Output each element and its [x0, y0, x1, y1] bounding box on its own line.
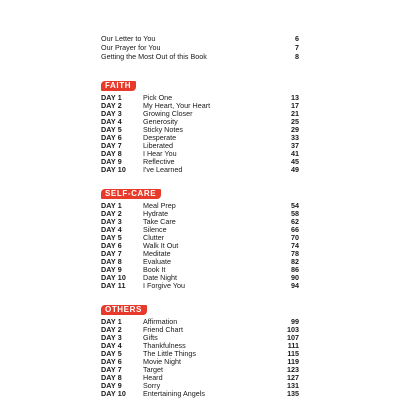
front-matter-item [101, 52, 299, 61]
entry-day: DAY 5 [101, 125, 122, 134]
entry-page: 111 [287, 341, 299, 350]
entry-day: DAY 8 [101, 257, 122, 266]
entry-title: Affirmation [143, 317, 178, 326]
toc-entry [101, 218, 299, 226]
entry-day: DAY 6 [101, 241, 122, 250]
sections-container [101, 75, 299, 398]
entry-day: DAY 10 [101, 165, 126, 174]
entry-title: Reflective [143, 157, 175, 166]
toc-entry [101, 366, 299, 374]
entry-page: 127 [287, 373, 299, 382]
entry-page: 66 [291, 225, 299, 234]
toc-entry [101, 342, 299, 350]
toc-entry [101, 210, 299, 218]
toc-entry [101, 274, 299, 282]
entry-page: 17 [291, 101, 299, 110]
toc-entry [101, 250, 299, 258]
toc-entry [101, 142, 299, 150]
entry-day: DAY 2 [101, 101, 122, 110]
section-label-badge: SELF-CARE [101, 189, 161, 199]
toc-entry [101, 234, 299, 242]
entry-page: 123 [287, 365, 299, 374]
toc-entry [101, 390, 299, 398]
entry-title: I Hear You [143, 149, 177, 158]
entry-page: 58 [291, 209, 299, 218]
entry-day: DAY 3 [101, 109, 122, 118]
toc-entry [101, 126, 299, 134]
section-label-badge: OTHERS [101, 305, 147, 315]
toc-entry [101, 134, 299, 142]
front-matter-list [101, 34, 299, 61]
entry-day: DAY 6 [101, 133, 122, 142]
entry-page: 37 [291, 141, 299, 150]
entry-page: 33 [291, 133, 299, 142]
toc-entry [101, 226, 299, 234]
front-matter-page: 7 [295, 43, 299, 52]
entry-title: Target [143, 365, 163, 374]
entry-page: 21 [291, 109, 299, 118]
entry-title: Thankfulness [143, 341, 186, 350]
entry-title: Date Night [143, 273, 177, 282]
toc-entry [101, 110, 299, 118]
entry-title: Evaluate [143, 257, 171, 266]
entry-day: DAY 1 [101, 317, 122, 326]
entry-title: Hydrate [143, 209, 169, 218]
toc-entry [101, 266, 299, 274]
entry-day: DAY 4 [101, 117, 122, 126]
toc-entry [101, 118, 299, 126]
entry-title: Meal Prep [143, 201, 176, 210]
toc-entry [101, 374, 299, 382]
entry-page: 135 [287, 389, 299, 398]
entry-page: 115 [287, 349, 299, 358]
entry-title: Entertaining Angels [143, 389, 205, 398]
entry-day: DAY 1 [101, 93, 122, 102]
entry-day: DAY 7 [101, 141, 122, 150]
entry-day: DAY 3 [101, 217, 122, 226]
entry-day: DAY 8 [101, 373, 122, 382]
toc-entry [101, 258, 299, 266]
entry-day: DAY 4 [101, 225, 122, 234]
toc-entry [101, 282, 299, 290]
entry-day: DAY 5 [101, 349, 122, 358]
entry-title: Meditate [143, 249, 171, 258]
entry-title: Growing Closer [143, 109, 193, 118]
entry-day: DAY 7 [101, 249, 122, 258]
entry-title: Pick One [143, 93, 173, 102]
entry-page: 62 [291, 217, 299, 226]
entry-page: 29 [291, 125, 299, 134]
entry-title: Sticky Notes [143, 125, 183, 134]
front-matter-title: Our Prayer for You [101, 43, 161, 52]
section-label-badge: FAITH [101, 81, 136, 91]
toc-entry [101, 166, 299, 174]
toc-entry [101, 334, 299, 342]
entry-page: 90 [291, 273, 299, 282]
toc-entry [101, 358, 299, 366]
entry-day: DAY 3 [101, 333, 122, 342]
entry-title: Sorry [143, 381, 161, 390]
entry-page: 78 [291, 249, 299, 258]
entry-title: Friend Chart [143, 325, 183, 334]
entry-title: Gifts [143, 333, 158, 342]
entry-day: DAY 7 [101, 365, 122, 374]
toc-entry [101, 150, 299, 158]
entry-day: DAY 9 [101, 381, 122, 390]
entry-page: 107 [287, 333, 299, 342]
entry-day: DAY 2 [101, 325, 122, 334]
entry-title: I Forgive You [143, 281, 185, 290]
entry-page: 119 [287, 357, 299, 366]
entry-title: Heard [143, 373, 163, 382]
entry-day: DAY 11 [101, 281, 126, 290]
front-matter-title: Getting the Most Out of this Book [101, 52, 207, 61]
entry-title: The Little Things [143, 349, 197, 358]
entry-page: 54 [291, 201, 299, 210]
front-matter-item [101, 43, 299, 52]
toc-entry [101, 158, 299, 166]
entry-day: DAY 1 [101, 201, 122, 210]
section-self-care [101, 183, 299, 290]
toc-entry [101, 326, 299, 334]
section-faith [101, 75, 299, 174]
entry-day: DAY 4 [101, 341, 122, 350]
entry-day: DAY 2 [101, 209, 122, 218]
entry-page: 70 [291, 233, 299, 242]
toc-entry [101, 318, 299, 326]
entry-title: Liberated [143, 141, 173, 150]
section-others [101, 299, 299, 398]
entry-page: 25 [291, 117, 299, 126]
entry-title: Book It [143, 265, 166, 274]
entry-title: Clutter [143, 233, 165, 242]
entry-day: DAY 10 [101, 389, 126, 398]
entry-day: DAY 10 [101, 273, 126, 282]
toc-entry [101, 102, 299, 110]
toc-entry [101, 242, 299, 250]
entry-page: 41 [291, 149, 299, 158]
entry-title: Walk It Out [143, 241, 179, 250]
front-matter-title: Our Letter to You [101, 34, 156, 43]
entry-day: DAY 5 [101, 233, 122, 242]
front-matter-page: 6 [295, 34, 299, 43]
toc-entry [101, 202, 299, 210]
entry-page: 74 [291, 241, 299, 250]
entry-page: 99 [291, 317, 299, 326]
entry-page: 49 [291, 165, 299, 174]
entry-page: 13 [291, 93, 299, 102]
toc-entry [101, 350, 299, 358]
entry-title: Silence [143, 225, 167, 234]
entry-day: DAY 9 [101, 157, 122, 166]
entry-title: Generosity [143, 117, 178, 126]
entry-day: DAY 8 [101, 149, 122, 158]
entry-page: 131 [287, 381, 299, 390]
entry-title: Movie Night [143, 357, 181, 366]
entry-page: 82 [291, 257, 299, 266]
entry-page: 103 [287, 325, 299, 334]
entry-title: I've Learned [143, 165, 183, 174]
front-matter-item [101, 34, 299, 43]
front-matter-page: 8 [295, 52, 299, 61]
entry-page: 94 [291, 281, 299, 290]
entry-page: 86 [291, 265, 299, 274]
table-of-contents [101, 34, 299, 398]
entry-title: Desperate [143, 133, 177, 142]
entry-day: DAY 9 [101, 265, 122, 274]
entry-page: 45 [291, 157, 299, 166]
entry-day: DAY 6 [101, 357, 122, 366]
entry-title: Take Care [143, 217, 176, 226]
entry-title: My Heart, Your Heart [143, 101, 211, 110]
